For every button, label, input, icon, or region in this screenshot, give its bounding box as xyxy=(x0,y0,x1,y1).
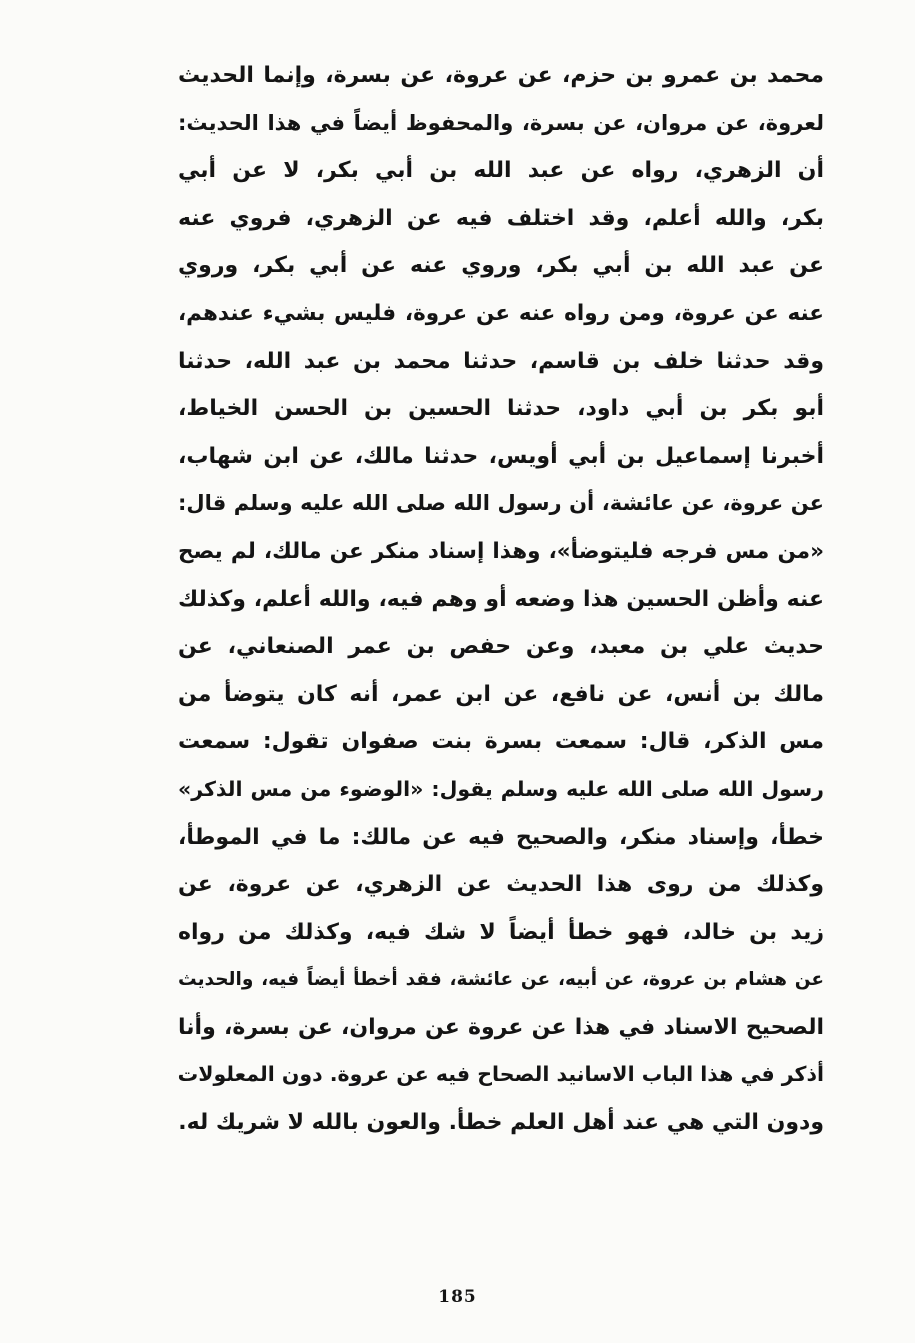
text-line: وكذلك من روى هذا الحديث عن الزهري، عن عروة، عن xyxy=(178,872,824,898)
arabic-text-body xyxy=(178,52,824,1147)
text-line: ودون التي هي عند أهل العلم خطأ. والعون بالله لا شريك له. xyxy=(178,1110,824,1136)
text-line: وقد حدثنا خلف بن قاسم، حدثنا محمد بن عبد الله، حدثنا xyxy=(178,348,824,374)
text-line: عن عبد الله بن أبي بكر، وروي عنه عن أبي بكر، وروي xyxy=(178,253,824,279)
text-line: عن هشام بن عروة، عن أبيه، عن عائشة، فقد أخطأ أيضاً فيه، والحديث xyxy=(178,969,824,991)
text-line: لعروة، عن مروان، عن بسرة، والمحفوظ أيضاً في هذا الحديث: xyxy=(178,110,824,135)
text-line: حديث علي بن معبد، وعن حفص بن عمر الصنعاني، عن xyxy=(178,634,824,660)
text-line: «من مس فرجه فليتوضأ»، وهذا إسناد منكر عن مالك، لم يصح xyxy=(178,538,824,564)
text-line: خطأ، وإسناد منكر، والصحيح فيه عن مالك: ما في الموطأ، xyxy=(178,824,824,850)
text-line: مالك بن أنس، عن نافع، عن ابن عمر، أنه كان يتوضأ من xyxy=(178,681,824,707)
text-line: أذكر في هذا الباب الاسانيد الصحاح فيه عن عروة. دون المعلولات xyxy=(177,1062,824,1087)
text-line: بكر، والله أعلم، وقد اختلف فيه عن الزهري، فروي عنه xyxy=(178,205,824,231)
text-line: مس الذكر، قال: سمعت بسرة بنت صفوان تقول: سمعت xyxy=(178,729,824,755)
text-line: عنه وأظن الحسين هذا وضعه أو وهم فيه، والله أعلم، وكذلك xyxy=(178,586,824,612)
text-line: الصحيح الاسناد في هذا عن عروة عن مروان، عن بسرة، وأنا xyxy=(178,1014,824,1040)
text-line: أن الزهري، رواه عن عبد الله بن أبي بكر، لا عن أبي xyxy=(178,158,824,184)
text-line: محمد بن عمرو بن حزم، عن عروة، عن بسرة، وإنما الحديث xyxy=(178,63,824,88)
text-line: زيد بن خالد، فهو خطأ أيضاً لا شك فيه، وكذلك من رواه xyxy=(178,919,824,945)
text-line: عنه عن عروة، ومن رواه عنه عن عروة، فليس بشيء عندهم، xyxy=(178,300,824,326)
text-line: عن عروة، عن عائشة، أن رسول الله صلى الله عليه وسلم قال: xyxy=(178,491,824,516)
page-number: 185 xyxy=(438,1287,477,1307)
text-line: أخبرنا إسماعيل بن أبي أويس، حدثنا مالك، عن ابن شهاب، xyxy=(178,443,824,469)
text-line: رسول الله صلى الله عليه وسلم يقول: «الوضوء من مس الذكر» xyxy=(178,776,824,801)
text-line: أبو بكر بن أبي داود، حدثنا الحسين بن الحسن الخياط، xyxy=(178,396,824,422)
